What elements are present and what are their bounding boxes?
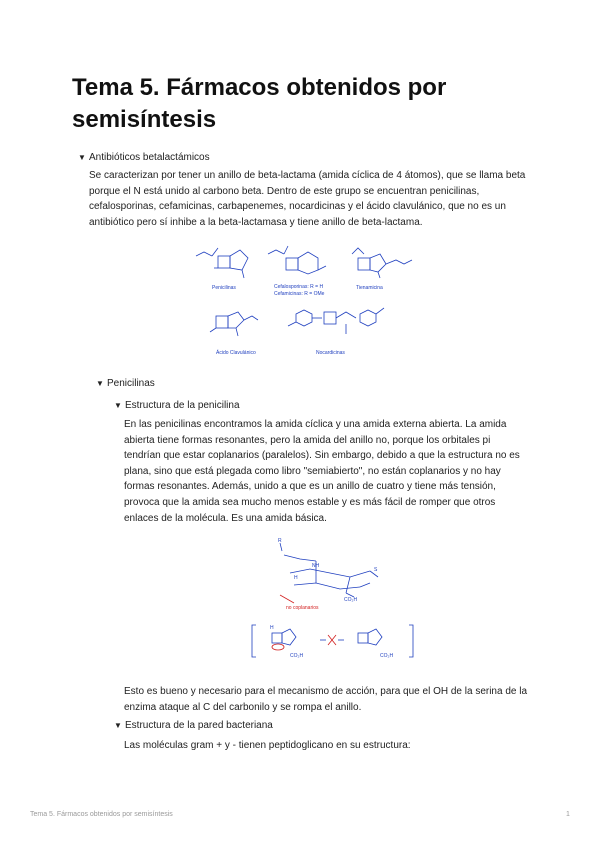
betalactam-structures-figure: [186, 242, 426, 362]
svg-text:CO₂H: CO₂H: [380, 653, 394, 659]
toggle-arrow-icon[interactable]: ▼: [114, 721, 122, 730]
toggle-arrow-icon[interactable]: ▼: [114, 401, 122, 410]
estructura-penicilina-text: En las penicilinas encontramos la amida cíclica y una amida externa abierta. La amida abierta tiene formas resonantes, pero la amida del anillo no, porque los orbitales pi tendrían que estar coplanarios (paralelos). Sin embargo, debido a que la estructura no es plana, sino que está plegada como libro "semiabierto", no están coplanarios y no hay formas resonantes. Además, unido a que es un anillo de cuatro y tiene más tensión, provoca que la amida sea mucho menos estable y es más fácil de romper que otros enlaces de la molécula. Es una amida básica.: [124, 419, 520, 524]
pared-bacteriana-text: Las moléculas gram + y - tienen peptidoglicano en su estructura:: [124, 740, 411, 751]
label-nocardicinas: Nocardicinas: [316, 350, 345, 356]
no-coplanarios-label: no coplanarios: [286, 605, 319, 611]
nocardicina-structure: [288, 308, 384, 334]
svg-text:NH: NH: [312, 563, 320, 569]
label-penicilinas: Penicilinas: [212, 285, 236, 291]
toggle-label: Antibióticos betalactámicos: [89, 152, 210, 163]
svg-text:CO₂H: CO₂H: [344, 597, 358, 603]
label-clavulanico: Ácido Clavulánico: [216, 350, 256, 356]
svg-text:H: H: [270, 625, 274, 631]
toggle-label: Penicilinas: [107, 378, 155, 389]
footer-page-number: 1: [566, 811, 570, 818]
cefalosporina-structure: [268, 246, 326, 274]
label-cefalosporinas: Cefalosporinas: R = H: [274, 284, 324, 290]
penicilina-3d-figure: [250, 533, 415, 668]
label-tienamicina: Tienamicina: [356, 285, 383, 291]
toggle-label: Estructura de la pared bacteriana: [125, 720, 273, 731]
toggle-penicilinas[interactable]: [96, 377, 155, 391]
penicilina-structure: [196, 248, 248, 278]
svg-text:H: H: [294, 575, 298, 581]
tienamicina-structure: [352, 248, 412, 278]
svg-text:S: S: [374, 567, 378, 573]
label-cefamicinas: Cefamicinas: R = OMe: [274, 291, 325, 297]
mecanismo-text: Esto es bueno y necesario para el mecanismo de acción, para que el OH de la serina de la enzima ataque al C del carbonilo y se rompa el anillo.: [124, 686, 528, 713]
toggle-estructura-penicilina[interactable]: [114, 399, 240, 413]
toggle-arrow-icon[interactable]: ▼: [96, 379, 104, 388]
toggle-pared-bacteriana[interactable]: [114, 719, 273, 733]
clavulanico-structure: [210, 312, 258, 336]
svg-text:R: R: [278, 538, 282, 544]
betalactamicos-text: Se caracterizan por tener un anillo de beta-lactama (amida cíclica de 4 átomos), que se llama beta porque el N está unido al carbono beta. Dentro de este grupo se encuentran penicilinas, cefalosporinas, cefamicinas, carbapenemes, nocardicinas y el ácido clavulánico, que no es un antibiótico pero sí inhibe a la beta-lactamasa y tiene anillo de beta-lactama.: [89, 170, 526, 228]
page-title: Tema 5. Fármacos obtenidos por semisíntesis: [72, 74, 447, 133]
svg-text:CO₂H: CO₂H: [290, 653, 304, 659]
toggle-label: Estructura de la penicilina: [125, 400, 240, 411]
toggle-betalactamicos[interactable]: [78, 151, 210, 165]
footer-doc-title: Tema 5. Fármacos obtenidos por semisíntesis: [30, 811, 173, 818]
toggle-arrow-icon[interactable]: ▼: [78, 153, 86, 162]
